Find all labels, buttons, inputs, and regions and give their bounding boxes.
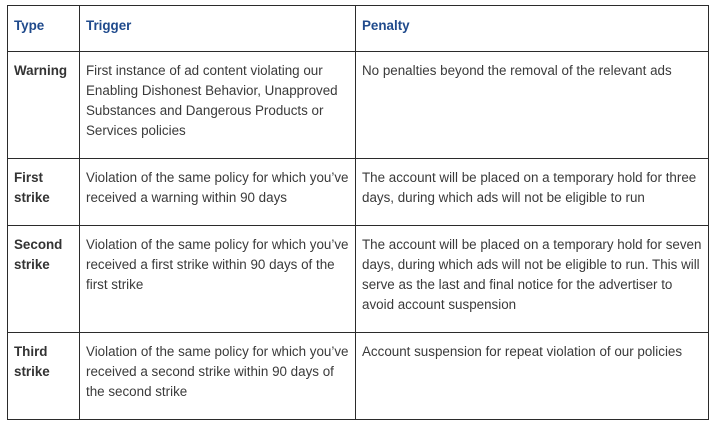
type-cell: Second strike xyxy=(8,226,80,333)
trigger-cell: First instance of ad content violating our Enabling Dishonest Behavior, Unapproved Substances and Dangerous Products or Services policies xyxy=(80,52,356,159)
table-row xyxy=(8,52,709,159)
penalty-cell: No penalties beyond the removal of the relevant ads xyxy=(356,52,709,159)
header-type: Type xyxy=(8,6,80,52)
header-penalty: Penalty xyxy=(356,6,709,52)
penalty-cell: Account suspension for repeat violation of our policies xyxy=(356,333,709,420)
table-row xyxy=(8,159,709,226)
trigger-cell: Violation of the same policy for which you’ve received a first strike within 90 days of the first strike xyxy=(80,226,356,333)
type-cell: First strike xyxy=(8,159,80,226)
trigger-cell: Violation of the same policy for which you’ve received a warning within 90 days xyxy=(80,159,356,226)
type-cell: Warning xyxy=(8,52,80,159)
trigger-cell: Violation of the same policy for which you’ve received a second strike within 90 days of the second strike xyxy=(80,333,356,420)
penalty-cell: The account will be placed on a temporary hold for three days, during which ads will not be eligible to run xyxy=(356,159,709,226)
table-row xyxy=(8,226,709,333)
type-cell: Third strike xyxy=(8,333,80,420)
header-trigger: Trigger xyxy=(80,6,356,52)
strike-policy-table xyxy=(7,5,709,420)
table-row xyxy=(8,333,709,420)
table-header-row xyxy=(8,6,709,52)
penalty-cell: The account will be placed on a temporary hold for seven days, during which ads will not be eligible to run. This will serve as the last and final notice for the advertiser to avoid account suspension xyxy=(356,226,709,333)
